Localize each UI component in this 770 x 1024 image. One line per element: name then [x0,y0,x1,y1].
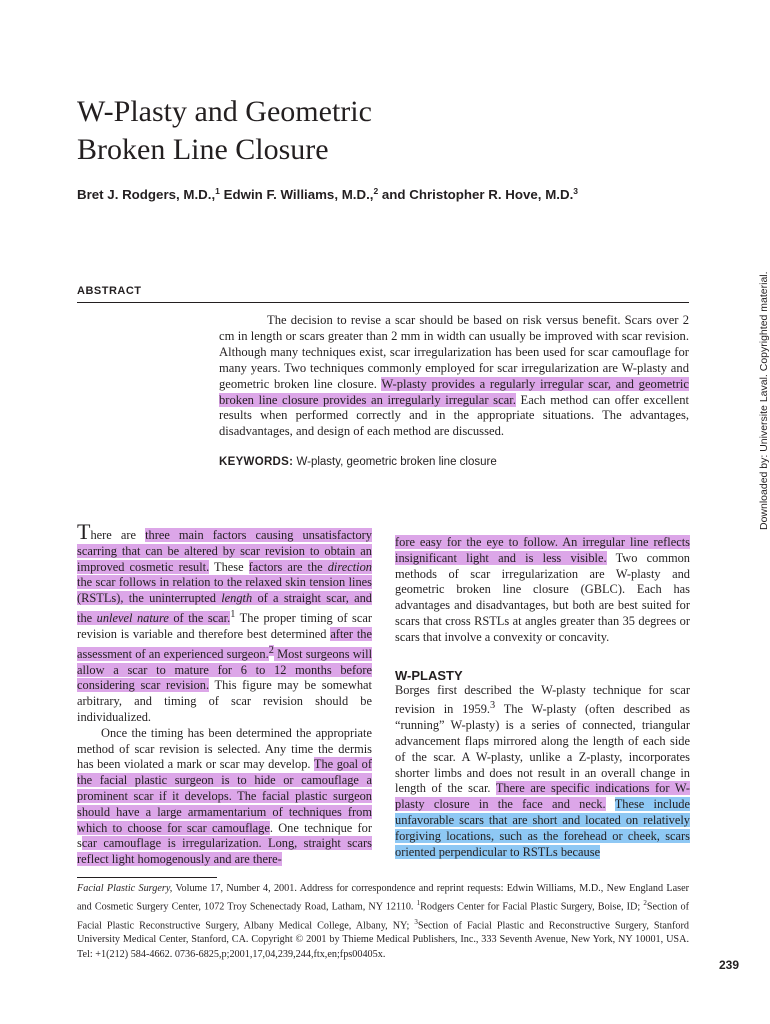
abstract-text [219,313,689,440]
text-run: Two common methods of scar irregularization are W-plasty and geometric broken line closure (GBLC). Each has advantages and disadvantages, but both are best suited for scars that cross RSTLs at angles greater than 35 degrees or scars that involve a convexity or concavity. [395,550,690,644]
paragraph-timing [77,726,372,868]
abstract-text-b: Each method can offer excellent results when performed correctly and in the appropriate situations. The advantages, disadvantages, and design of each method are discussed. [219,392,690,439]
text-run: Once the timing has been determined the appropriate method of scar revision is selected. Any time the dermis has been violated a mark or scar may develop. [77,725,372,772]
drop-cap: T [77,519,91,544]
column-right [395,535,690,860]
abstract-heading: ABSTRACT [77,285,142,297]
text-run: of the scar. [168,611,231,626]
abstract-highlight: W-plasty provides a regularly irregular scar, and geometric broken line closure provides an irregularly irregular scar. [219,376,689,407]
paragraph-wplasty [395,683,690,861]
footnote [77,882,689,962]
title-line-1: W-Plasty and Geometric [77,95,372,128]
author-2: Edwin F. Williams, M.D., [223,187,374,202]
text-run: the scar follows in relation to the relaxed skin tension lines (RSTLs), the uninterrupted [77,575,372,606]
text-run: Borges first described the W-plasty technique for scar revision in 1959. [395,682,690,717]
abstract-text-a: The decision to revise a scar should be based on risk versus benefit. Scars over 2 cm in length or scars greater than 2 mm in width can usually be improved with scar revision. Although many techniques exist, scar irregularization has been used for scar camouflage for many years. Two techniques commonly employed for scar irregularization are W-plasty and geometric broken line closure. [219,313,689,391]
title-line-2: Broken Line Closure [77,133,329,166]
highlight: after the assessment of an experienced surgeon. [77,626,372,661]
highlight: fore easy for the eye to follow. An irregular line reflects insignificant light and is less visible. [395,535,690,565]
section-heading: W-PLASTY [395,667,463,683]
affiliation-marker: 1 [416,899,421,908]
citation: 3 [490,700,496,712]
highlight: There are specific indications for W-plasty closure in the face and neck. [395,781,690,812]
keywords-label: KEYWORDS: [219,456,294,468]
highlight: The goal of the facial plastic surgeon is to hide or camouflage a prominent scar if it develops. The facial plastic surgeon should have a large armamentarium of techniques from which to choose for scar camouflage [77,757,372,835]
text-run: The W-plasty (often described as “running” W-plasty) is a series of connected, triangular advancement flaps mirrored along the length of each side of the scar. A W-plasty, unlike a Z-plasty, incorporates shorter limbs and does not result in an overall change in length of the scar. [395,702,690,796]
highlight: Most surgeons will allow a scar to mature for 6 to 12 months before considering scar revision. [77,646,373,693]
article-title [77,93,597,169]
page-number: 239 [719,958,740,972]
text-run: . One technique for s [77,820,372,851]
paragraph-intro [77,519,373,726]
text-run: Section of Facial Plastic and Reconstructive Surgery, Stanford University Medical Center, Stanford, CA. Copyright © 2001 by Thieme Medical Publishers, Inc., 333 Seventh Avenue, New York, NY 10001, USA. Tel: +1(212) 584-4662. 0736-6825,p;2001,17,04,239,244,ftx,en;fps00405x. [77,920,690,960]
text-run: Section of Facial Plastic Reconstructive Surgery, Albany Medical College, Albany, NY; [77,901,689,932]
text-run: Rodgers Center for Facial Plastic Surgery, Boise, ID; [420,901,644,913]
text-run: here are [90,528,146,542]
italic-term: length [221,591,253,606]
text-run: This figure may be somewhat arbitrary, and timing of scar revision should be individualized. [77,678,372,725]
keywords-text: W-plasty, geometric broken line closure [296,456,497,468]
author-1: Bret J. Rodgers, M.D., [77,187,216,202]
text-run [606,797,615,811]
text-run: These [209,559,249,574]
column-left [77,519,373,868]
text-run: Volume 17, Number 4, 2001. Address for correspondence and reprint requests: Edwin Williams, M.D., New England Laser and Cosmetic Surgery Center, 1072 Troy Schenectady Road, Latham, NY 12110. [77,883,690,913]
paragraph-continued [395,535,690,646]
download-watermark: Downloaded by: Universite Laval. Copyrighted material. [758,271,770,530]
text-run: factors are the [248,559,328,574]
abstract-rule [77,302,689,303]
citation: 2 [268,644,274,656]
keywords [219,456,497,468]
footnote-rule [77,877,217,878]
author-1-affiliation: 1 [215,186,220,196]
citation: 1 [230,608,236,620]
journal-name: Facial Plastic Surgery, [77,883,173,894]
highlight: car camouflage is irregularization. Long, straight scars reflect light homogenously and are there- [77,836,372,867]
affiliation-marker: 2 [643,899,647,908]
author-conjunction: and [381,187,406,202]
text-run: of a straight scar, and the [77,591,372,626]
author-3: Christopher R. Hove, M.D. [409,187,574,202]
author-3-affiliation: 3 [573,186,578,196]
author-list [77,187,717,202]
highlight-blue: These include unfavorable scars that are short and located on relatively forgiving locations, such as the forehead or cheek, scars oriented perpendicular to RSTLs because [395,797,690,859]
author-2-affiliation: 2 [373,186,379,196]
italic-term: direction [327,559,372,574]
italic-term: unlevel nature [96,611,169,626]
highlight: three main factors causing unsatisfactory scarring that can be altered by scar revision to obtain an improved cosmetic result. [77,528,372,574]
text-run: The proper timing of scar revision is variable and therefore best determined [77,611,372,641]
affiliation-marker: 3 [414,917,418,926]
